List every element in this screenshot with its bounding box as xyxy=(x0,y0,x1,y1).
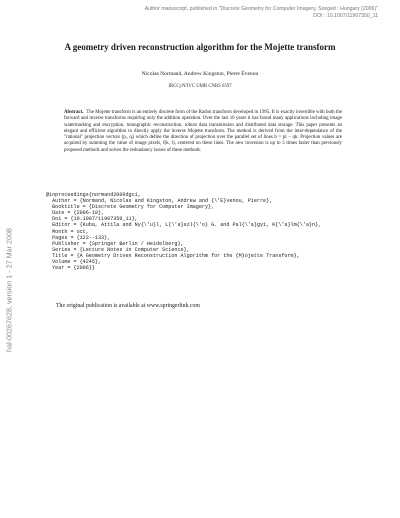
paper-title: A geometry driven reconstruction algorithm for the Mojette transform xyxy=(64,42,336,52)
bibtex-line: Title = {A Geometry Driven Reconstruction Algorithm for the {M}ojette Transform}, xyxy=(46,252,300,259)
publication-header-line: Author manuscript, published in "Discrete Geometry for Computer Imagery, Szeged : Hungary (2006)" xyxy=(144,6,378,12)
bibtex-line: Volume = {4245}, xyxy=(46,259,102,266)
bibtex-line: Pages = {122--133}, xyxy=(46,234,111,241)
bibtex-line: Publisher = {Springer Berlin / Heidelberg}, xyxy=(46,240,184,247)
bibtex-line: Date = {2006-10}, xyxy=(46,210,105,217)
bibtex-line: Year = {2006}} xyxy=(46,265,95,272)
bibtex-line: Series = {Lecture Notes in Computer Science}, xyxy=(46,246,190,253)
bibtex-line: Booktitle = {Discrete Geometry for Computer Imagery}, xyxy=(46,204,215,211)
bibtex-entry xyxy=(46,192,386,271)
bibtex-line: Editor = {Kuba, Attila and Ny{\'u}l, L{\'a}szl{\'o} G. and Pal{\'a}gyi, K{\'a}lm{\'a}n}, xyxy=(46,222,322,229)
bibtex-line: Author = {Normand, Nicolas and Kingston, Andrew and {\'E}venou, Pierre}, xyxy=(46,198,273,205)
bibtex-line: Month = oct, xyxy=(46,228,89,235)
abstract-label: Abstract. xyxy=(64,110,84,115)
abstract-block xyxy=(64,110,342,154)
hal-side-stamp xyxy=(2,190,16,390)
hal-side-stamp-text: hal-00267628, version 1 - 27 Mar 2008 xyxy=(4,228,14,352)
doi-header-line: DOI : 10.1007/11907350_11 xyxy=(313,12,378,19)
paper-authors: Nicolas Normand, Andrew Kingston, Pierre Évenou xyxy=(141,71,259,77)
bibtex-line: @inproceedings{normand2006dgci, xyxy=(46,192,141,198)
abstract-text: The Mojette transform is an entirely discrete form of the Radon transform developed in 1995. It is exactly invertible with both the forward and inverse transforms requiring only the addition operation. Over the last 10 years it has found many applications including image watermarking and encryption, tomographic reconstruction, robust data transmission and distributed data storage. This paper presents an elegant and efficient algorithm to directly apply the inverse Mojette transform. The method is derived from the inter-dependance of the "rational" projection vectors (pᵢ, qᵢ) which define the direction of projection over the parallel set of lines b = pl − qk. Projection values are acquired by summing the value of image pixels, f(k, l), centered on these lines. The new inversion is up to 5 times faster than previously proposed methods and solves the redundancy issues of these methods. xyxy=(64,110,342,153)
paper-affiliation: IRCCyN/IVC UMR CNRS 6597 xyxy=(168,84,232,89)
publication-header-note xyxy=(145,6,378,19)
publication-availability-note: The original publication is available at www.springerlink.com xyxy=(56,303,200,309)
bibtex-line: Doi = {10.1007/11907350_11}, xyxy=(46,216,138,223)
